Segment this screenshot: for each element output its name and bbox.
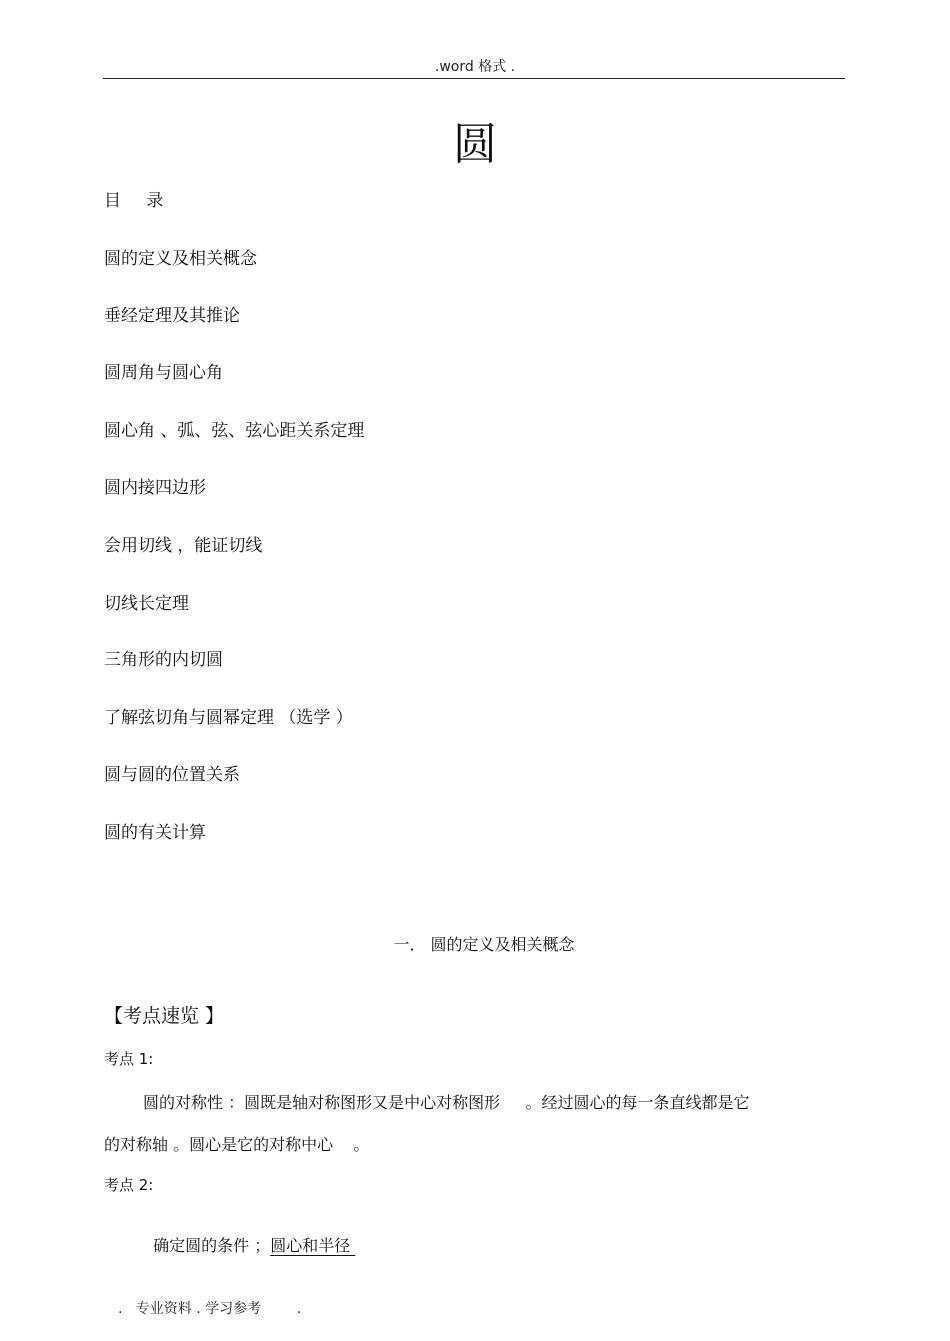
point-2-answer: 圆心和半径	[270, 1236, 356, 1255]
key-points-title: 【考点速览 】	[104, 1005, 225, 1027]
document-title: 圆	[453, 119, 497, 170]
point-2-line	[143, 1214, 355, 1256]
toc-item-cyclic-quadrilateral: 圆内接四边形	[104, 478, 206, 498]
toc-heading: 目 录	[104, 191, 174, 211]
point-2-label: 考点 2:	[104, 1176, 154, 1194]
page-header: .word 格式 .	[434, 59, 516, 75]
toc-item-tangent-length: 切线长定理	[104, 594, 189, 614]
toc-item-inscribed-angle: 圆周角与圆心角	[104, 363, 223, 383]
toc-item-chord-tangent-angle: 了解弦切角与圆幂定理 （选学 ）	[104, 708, 353, 728]
page-footer: . 专业资料 . 学习参考 .	[118, 1301, 302, 1317]
point-1-line-1: 圆的对称性 ：圆既是轴对称图形又是中心对称图形 。经过圆心的每一条直线都是它	[143, 1093, 750, 1112]
section-heading: 一． 圆的定义及相关概念	[393, 935, 575, 954]
header-divider	[103, 78, 845, 79]
toc-item-tangent-lines: 会用切线 ，能证切线	[104, 536, 263, 556]
toc-item-circle-positions: 圆与圆的位置关系	[104, 765, 240, 785]
toc-item-central-angle-relations: 圆心角 、弧、弦、弦心距关系定理	[104, 421, 365, 441]
toc-item-incircle: 三角形的内切圆	[104, 650, 223, 670]
point-2-prefix: 确定圆的条件 ；	[153, 1236, 271, 1255]
toc-item-circle-calculations: 圆的有关计算	[104, 823, 206, 843]
point-1-label: 考点 1:	[104, 1050, 154, 1068]
toc-item-perpendicular-diameter: 垂经定理及其推论	[104, 306, 240, 326]
point-1-line-2: 的对称轴 。圆心是它的对称中心 。	[104, 1135, 370, 1154]
toc-item-definition: 圆的定义及相关概念	[104, 249, 257, 269]
